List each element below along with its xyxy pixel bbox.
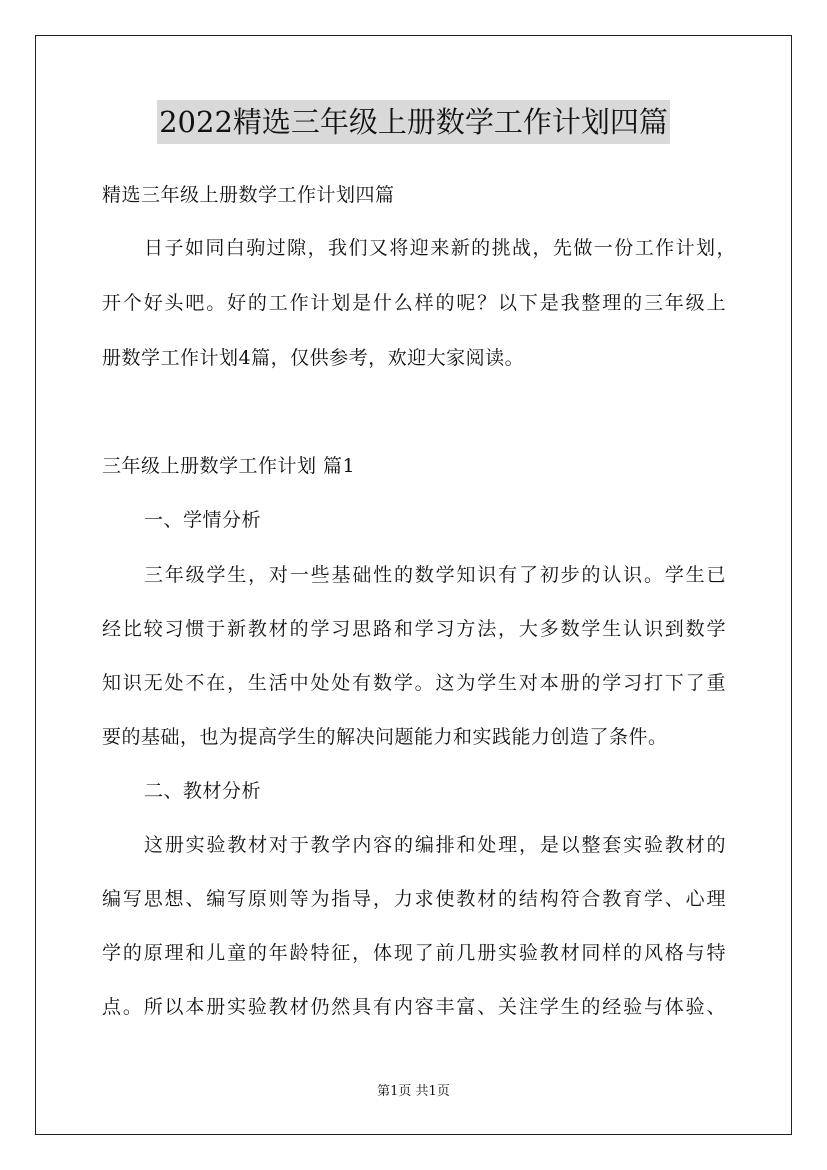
paragraph-line: 三年级学生，对一些基础性的数学知识有了初步的认识。学生已 bbox=[144, 564, 726, 586]
paragraph-line: 日子如同白驹过隙，我们又将迎来新的挑战，先做一份工作计划， bbox=[144, 237, 736, 259]
section-heading: 三年级上册数学工作计划 篇1 bbox=[102, 455, 356, 477]
subtitle-line: 精选三年级上册数学工作计划四篇 bbox=[102, 184, 395, 206]
subsection-heading: 二、教材分析 bbox=[144, 780, 262, 802]
page-footer: 第1页 共1页 bbox=[377, 1084, 450, 1099]
paragraph-line: 编写思想、编写原则等为指导，力求使教材的结构符合教育学、心理 bbox=[102, 888, 726, 910]
subsection-heading: 一、学情分析 bbox=[144, 509, 262, 531]
paragraph-line: 册数学工作计划4篇，仅供参考，欢迎大家阅读。 bbox=[102, 347, 525, 369]
paragraph-line: 知识无处不在，生活中处处有数学。这为学生对本册的学习打下了重 bbox=[102, 672, 726, 694]
paragraph-line: 学的原理和儿童的年龄特征，体现了前几册实验教材同样的风格与特 bbox=[102, 942, 726, 964]
document-title-text: 2022精选三年级上册数学工作计划四篇 bbox=[157, 100, 670, 144]
paragraph-line: 这册实验教材对于教学内容的编排和处理，是以整套实验教材的 bbox=[144, 834, 726, 856]
paragraph-line: 开个好头吧。好的工作计划是什么样的呢？以下是我整理的三年级上 bbox=[102, 292, 726, 314]
paragraph-line: 点。所以本册实验教材仍然具有内容丰富、关注学生的经验与体验、 bbox=[102, 996, 726, 1018]
paragraph-line: 要的基础，也为提高学生的解决问题能力和实践能力创造了条件。 bbox=[102, 726, 668, 748]
paragraph-line: 经比较习惯于新教材的学习思路和学习方法，大多数学生认识到数学 bbox=[102, 618, 726, 640]
document-title bbox=[0, 100, 827, 144]
